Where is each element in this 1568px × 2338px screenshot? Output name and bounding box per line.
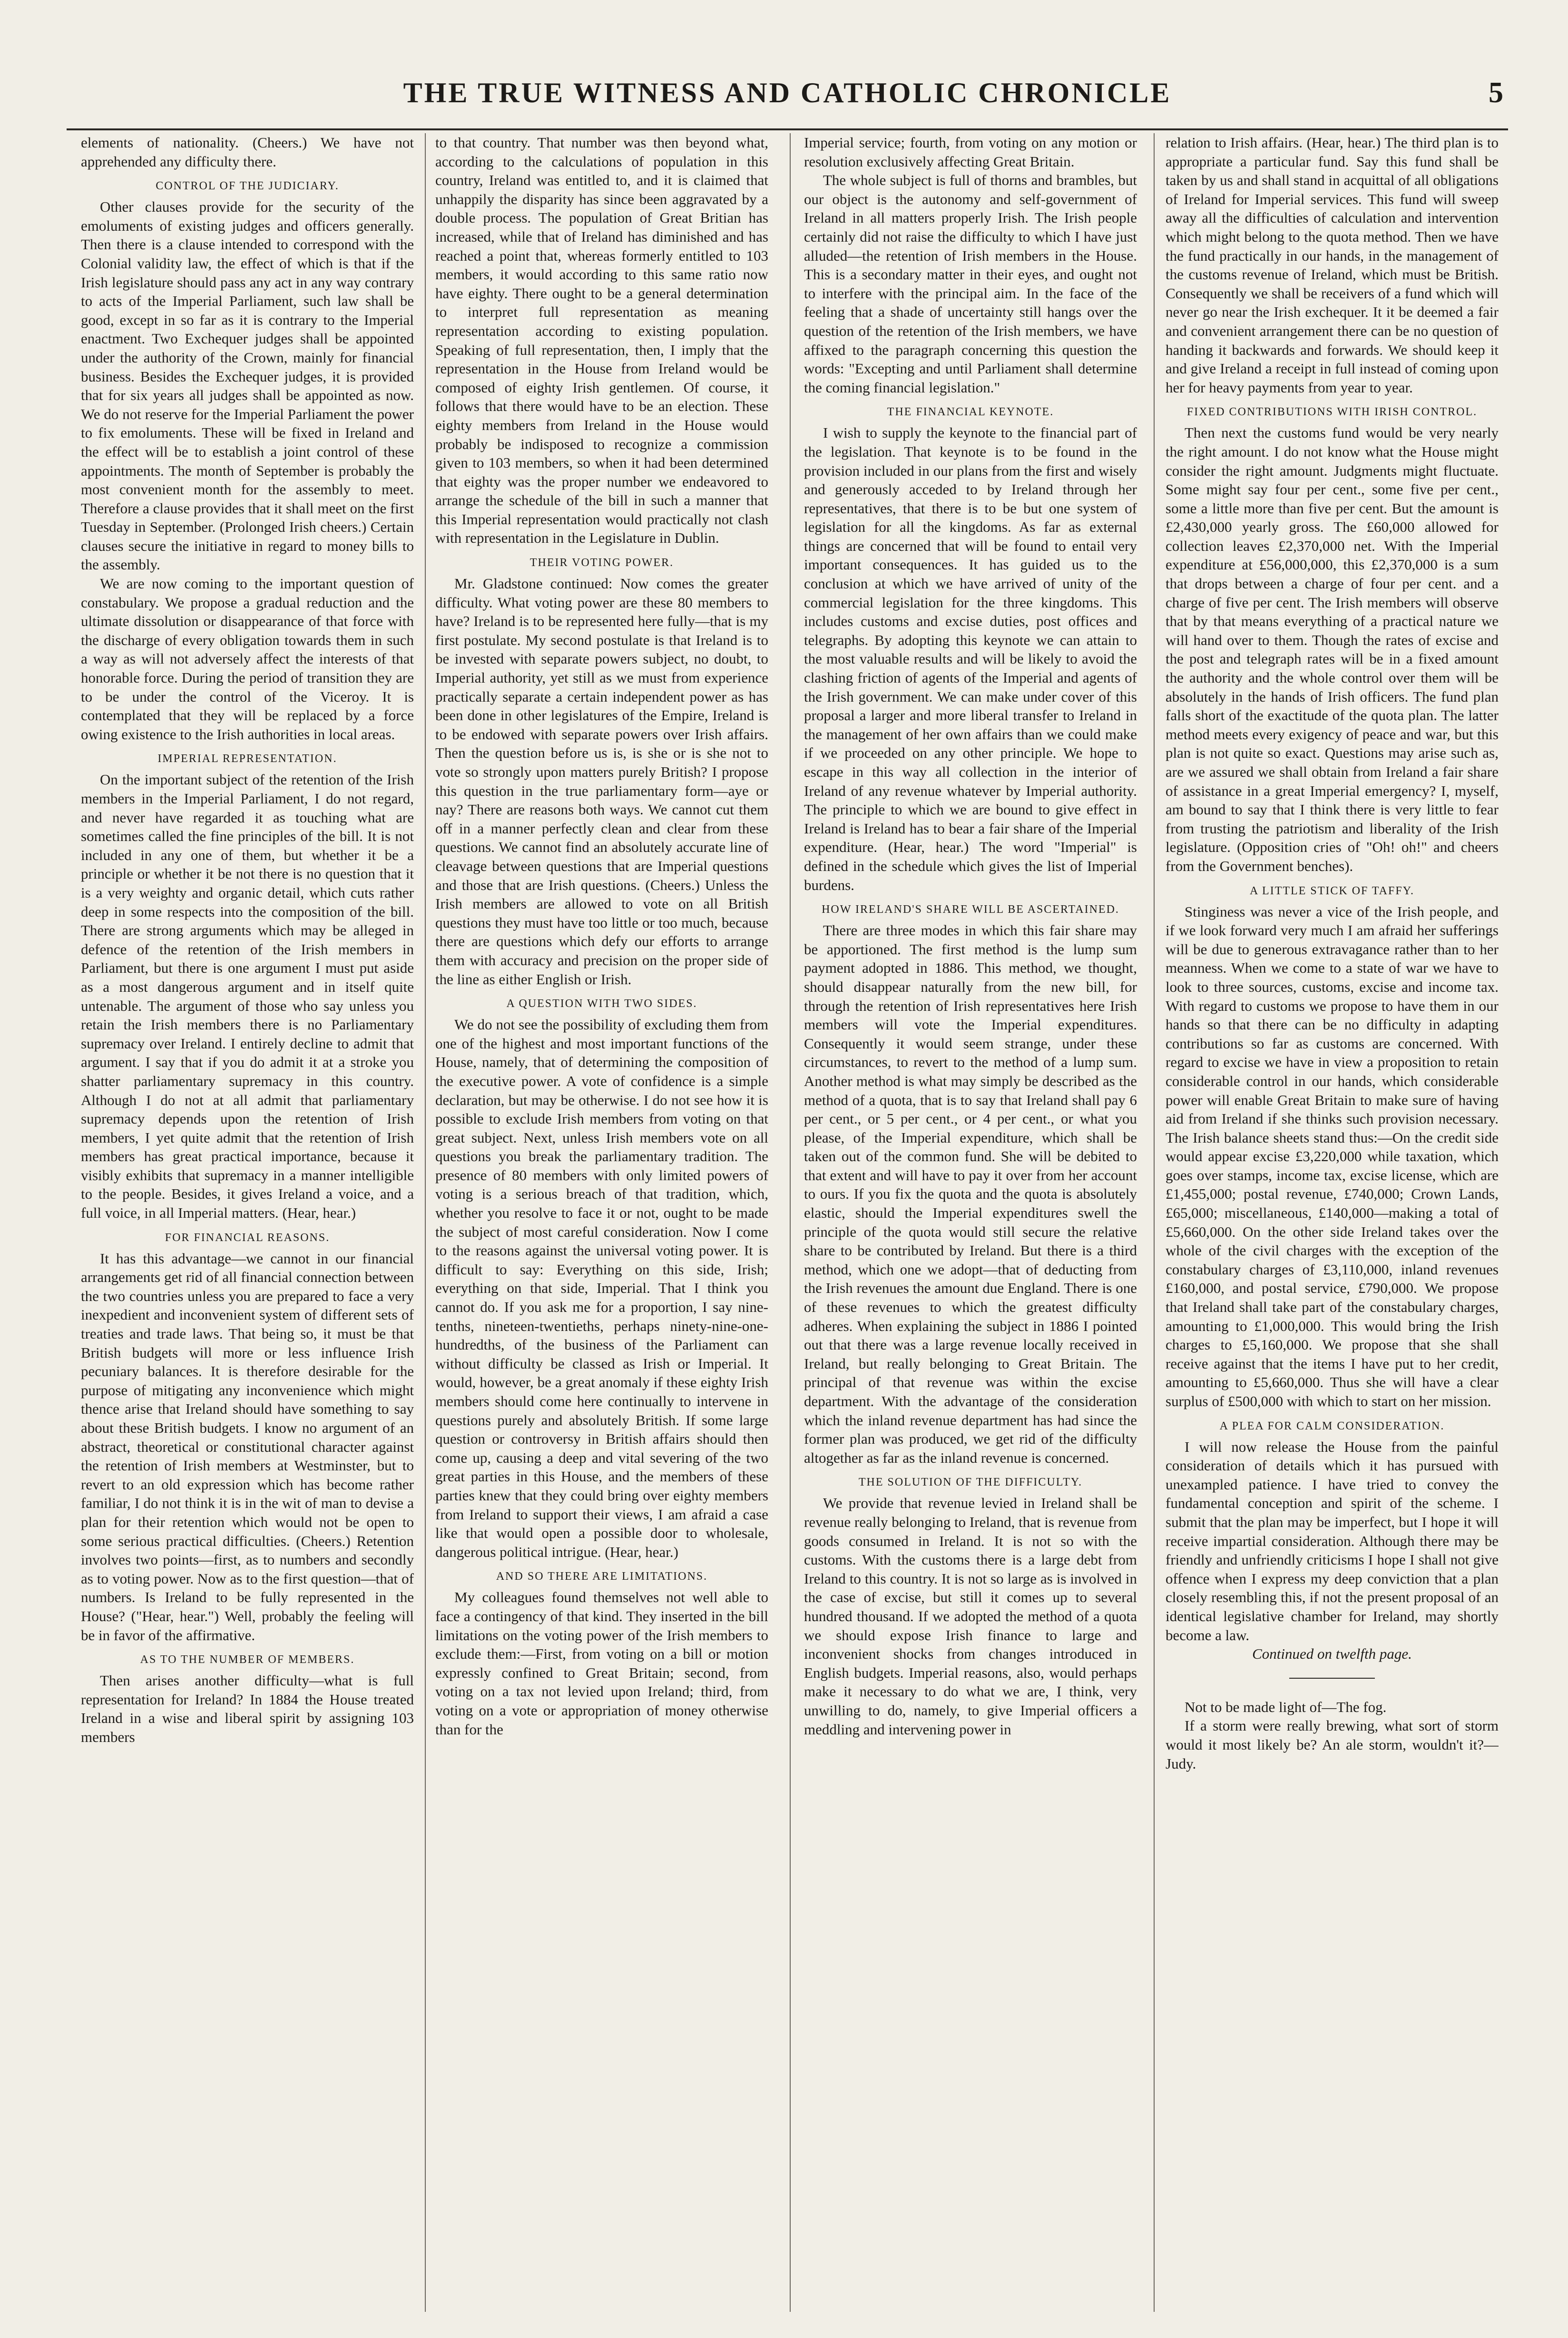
joke-paragraph: Not to be made light of—The fog. bbox=[1185, 1698, 1387, 1715]
paragraph: Imperial service; fourth, from voting on any motion or resolution exclusively affecting Great Britain. bbox=[804, 134, 1137, 170]
joke-paragraph: If a storm were really brewing, what sort of storm would it most likely be? An ale storm, wouldn't it?—Judy. bbox=[1166, 1717, 1499, 1772]
paragraph: It has this advantage—we cannot in our financial arrangements get rid of all financial connection between the two countries unless you are prepared to face a very inexpedient and inconvenient system of different sets of treaties and trade laws. That being so, it must be that British budgets will more or less influence Irish pecuniary balances. It is therefore desirable for the purpose of mitigating any inconvenience which might thence arise that Ireland should have something to say about these British budgets. I know no argument of an abstract, theoretical or constitutional character against the retention of Irish members at Westminster, but to revert to an old expression which has become rather familiar, I do not think it is in the wit of man to devise a plan for their retention which would not be open to some serious practical difficulties. (Cheers.) Retention involves two points—first, as to numbers and secondly as to voting power. Now as to the first question—that of numbers. Is Ireland to be fully represented in the House? ("Hear, hear.") Well, probably the feeling will be in favor of the affirmative. bbox=[81, 1250, 414, 1643]
page-number: 5 bbox=[1489, 77, 1503, 109]
subheading: AND SO THERE ARE LIMITATIONS. bbox=[496, 1570, 708, 1583]
paragraph: I will now release the House from the painful consideration of details which it has pursued with unexampled patience. I have tried to convey the fundamental conception and spirit of the scheme. I submit that the plan may be imperfect, but I hope it will receive impartial consideration. Although there may be friendly and unfriendly criticisms I hope I shall not give offence when I express my deep conviction that a plan closely resembling this, if not the present proposal of an identical legislative chamber for Ireland, may shortly become a law. bbox=[1166, 1438, 1499, 1643]
masthead bbox=[62, 71, 1513, 114]
header-rule bbox=[67, 128, 1508, 130]
paragraph: We do not see the possibility of excluding them from one of the highest and most important functions of the House, namely, that of determining the composition of the executive power. A vote of confidence is a simple declaration, but may be otherwise. I do not see how it is possible to exclude Irish members from voting on that great subject. Next, unless Irish members vote on all questions you break the parliamentary tradition. The presence of 80 members with only limited powers of voting is a serious breach of that tradition, which, whether you resolve to face it or not, ought to be made the subject of most careful consideration. Now I come to the reasons against the universal voting power. It is difficult to say: Everything on this side, Irish; everything on that side, Imperial. That I think you cannot do. If you ask me for a proportion, I say nine-tenths, nineteen-twentieths, perhaps ninety-nine-one-hundredths, of the business of the Parliament can without difficulty be classed as Irish or Imperial. It would, however, be a great anomaly if these eighty Irish members should come here continually to intervene in questions purely and absolutely British. If some large question or controversy in British affairs should then come up, causing a deep and vital severing of the two great parties in this House, and the members of these parties knew that they could bring over eighty members from Ireland to support their views, I am afraid a case like that would open a possible door to wholesale, dangerous political intrigue. (Hear, hear.) bbox=[435, 1016, 768, 1560]
paragraph: Mr. Gladstone continued: Now comes the greater difficulty. What voting power are these 80 members to have? Ireland is to be represented here fully—that is my first postulate. My second postulate is that Ireland is to be invested with separate powers subject, no doubt, to Imperial authority, yet still as we must from experience practically separate a certain independent power as has been done in other legislatures of the Empire, Ireland is to be endowed with separate powers over Irish affairs. Then the question before us is, is she or is she not to vote so strongly upon matters purely British? I propose this question in the true parliamentary form—aye or nay? There are reasons both ways. We cannot cut them off in a manner perfectly clean and clear from these questions. We cannot find an absolutely accurate line of cleavage between questions that are Imperial questions and those that are Irish questions. (Cheers.) Unless the Irish members are allowed to vote on all British questions they must have too little or too much, because there are questions which defy our efforts to arrange them with accuracy and precision on the proper side of the line as either English or Irish. bbox=[435, 575, 768, 988]
subheading: FIXED CONTRIBUTIONS WITH IRISH CONTROL. bbox=[1186, 406, 1478, 419]
paragraph: There are three modes in which this fair share may be apportioned. The first method is the lump sum payment adopted in 1886. This method, we thought, should disappear naturally from the new bill, for through the retention of Irish representatives here Irish members will vote the Imperial expenditures. Consequently it would seem strange, under these circumstances, to revert to the method of a lump sum. Another method is what may simply be described as the method of a quota, that is to say that Ireland shall pay 6 per cent., or 5 per cent., or 4 per cent., or what you please, of the Imperial expenditure, which shall be taken out of the common fund. She will be debited to that extent and will have to pay it over from her account to ours. If you fix the quota and the quota is absolutely elastic, should the Imperial expenditures swell the principle of the quota would still secure the relative share to be contributed by Ireland. But there is a third method, which one we adopt—that of deducting from the Irish revenues the amount due England. There is one of these revenues to which the greatest difficulty adheres. When explaining the subject in 1886 I pointed out that there was a large revenue locally received in Ireland, but really belonging to Great Britain. The principal of that revenue was within the excise department. With the advantage of the consideration which the inland revenue department has had since the former plan was produced, we get rid of the difficulty altogether as far as the inland revenue is concerned. bbox=[804, 922, 1137, 1466]
paragraph: We provide that revenue levied in Ireland shall be revenue really belonging to Ireland, that is revenue from goods consumed in Ireland. It is not so with the customs. With the customs there is a large debt from Ireland to this country. It is not so large as is involved in the case of excise, but still it comes up to several hundred thousand. If we adopted the method of a quota we should expose Irish finance to large and inconvenient shocks from changes introduced in English budgets. Imperial reasons, also, would perhaps make it necessary to do what we are, I think, very unwilling to do, namely, to give Imperial officers a meddling and intervening power in bbox=[804, 1495, 1137, 1738]
subheading: A LITTLE STICK OF TAFFY. bbox=[1250, 884, 1414, 897]
column-1 bbox=[81, 133, 414, 2312]
paragraph: Other clauses provide for the security of the emoluments of existing judges and officers generally. Then there is a clause intended to correspond with the Colonial validity law, the effect of which is that if the Irish legislature should pass any act in any way contrary to acts of the Imperial Parliament, such law shall be good, except in so far as it is contrary to the Imperial enactment. Two Exchequer judges shall be appointed under the authority of the Crown, mainly for financial business. Besides the Exchequer judges, it is provided that for six years all judges shall be appointed as now. We do not reserve for the Imperial Parliament the power to fix emoluments. These will be fixed in Ireland and the effect will be to establish a joint control of these appointments. The month of September is probably the most convenient month for the assembly to meet. Therefore a clause provides that it shall meet on the first Tuesday in September. (Prolonged Irish cheers.) Certain clauses secure the initiative in regard to money bills to the assembly. bbox=[81, 198, 414, 573]
subheading: CONTROL OF THE JUDICIARY. bbox=[156, 180, 339, 193]
column-divider bbox=[1154, 133, 1155, 2312]
subheading: IMPERIAL REPRESENTATION. bbox=[157, 753, 337, 765]
column-divider bbox=[790, 133, 791, 2312]
subheading: HOW IRELAND'S SHARE WILL BE ASCERTAINED. bbox=[822, 903, 1119, 916]
subheading: THE FINANCIAL KEYNOTE. bbox=[887, 406, 1054, 419]
paragraph: Stinginess was never a vice of the Irish people, and if we look forward very much I am afraid her sufferings will be due to generous extravagance rather than to her meanness. When we come to a state of war we have to look to three sources, customs, excise and income tax. With regard to customs we propose to have them in our hands so that there can be no difficulty in adapting contributions so far as customs are concerned. With regard to excise we have in view a proposition to retain considerable control in our hands, which considerable power will enable Great Britain to make sure of having aid from Ireland if she thinks such provision necessary. The Irish balance sheets stand thus:—On the credit side would appear excise £3,220,000 while taxation, which goes over stamps, income tax, excise license, which are £1,455,000; postal revenue, £740,000; Crown Lands, £65,000; miscellaneous, £140,000—making a total of £5,660,000. On the other side Ireland takes over the whole of the civil charges with the exception of the constabulary charges of £3,110,000, inland revenues £160,000, and postal service, £790,000. We propose that Ireland shall take part of the constabulary charges, amounting to £1,000,000. This would bring the Irish charges to £5,160,000. We propose that she shall receive against that the items I have put to her credit, amounting to £5,660,000. Thus she will have a clear surplus of £500,000 with which to start on her mission. bbox=[1166, 903, 1499, 1409]
subheading: FOR FINANCIAL REASONS. bbox=[165, 1231, 330, 1244]
column-4 bbox=[1166, 133, 1499, 2312]
continuation-note: Continued on twelfth page. bbox=[1252, 1645, 1412, 1663]
paragraph: relation to Irish affairs. (Hear, hear.) The third plan is to appropriate a particular fund. Say this fund shall be taken by us and shall stand in acquittal of all obligations of Ireland for Imperial services. This fund will sweep away all the difficulties of calculation and intervention which might belong to the quota method. Then we have the fund practically in our hands, in the management of the customs revenue of Ireland, which must be British. Consequently we shall be receivers of a fund which will never go near the Irish exchequer. It it be deemed a fair and convenient arrangement there can be no question of handing it backwards and forwards. We should keep it and give Ireland a receipt in full instead of coming upon her for heavy payments from year to year. bbox=[1166, 134, 1499, 396]
newspaper-title: THE TRUE WITNESS AND CATHOLIC CHRONICLE bbox=[403, 77, 1172, 108]
paragraph: We are now coming to the important question of constabulary. We propose a gradual reduction and the ultimate dissolution or disappearance of that force with the discharge of every obligation towards them in such a way as will not adversely affect the interests of that honorable force. During the period of transition they are to be under the control of the Viceroy. It is contemplated that they will be replaced by a force owing existence to the Irish authorities in local areas. bbox=[81, 575, 414, 743]
subheading: THEIR VOTING POWER. bbox=[529, 557, 674, 569]
column-divider bbox=[425, 133, 426, 2312]
paragraph: On the important subject of the retention of the Irish members in the Imperial Parliament, I do not regard, and never have regarded it as touching what are sometimes called the fine principles of the bill. It is not included in any one of them, but whether it be a principle or whether it be not there is no question that it is a very weighty and organic detail, which cuts rather deep in some respects into the composition of the bill. There are strong arguments which may be alleged in defence of the retention of the Irish members in Parliament, but there is one argument I must put aside as a most dangerous argument and in itself quite untenable. The argument of those who say unless you retain the Irish members there is no Parliamentary supremacy over Ireland. I entirely decline to admit that argument. I say that if you do admit it at a stroke you shatter parliamentary supremacy in this country. Although I do not at all admit that parliamentary supremacy depends upon the retention of Irish members, I yet quite admit that the retention of Irish members has great practical importance, because it visibly exhibits that supremacy in a manner intelligible to the people. Besides, it gives Ireland a voice, and a full voice, in all Imperial matters. (Hear, hear.) bbox=[81, 771, 414, 1222]
paragraph: to that country. That number was then beyond what, according to the calculations of population in this country, Ireland was entitled to, and it is claimed that unhappily the disparity has since been aggravated by a double process. The population of Great Britian has increased, while that of Ireland has diminished and has reached a point that, whereas formerly entitled to 103 members, it would according to this same ratio now have eighty. There ought to be a general determination to interpret full representation as meaning representation according to existing population. Speaking of full representation, then, I imply that the representation in the House from Ireland would be composed of eighty Irish gentlemen. Of course, it follows that there would have to be an election. These eighty members from Ireland in the House would probably be indisposed to recognize a commission given to 103 members, so when it had been determined that eighty was the proper number we endeavored to arrange the schedule of the bill in such a manner that this Imperial representation would practically not clash with representation in the Legislature in Dublin. bbox=[435, 134, 768, 547]
column-3 bbox=[804, 133, 1137, 2312]
paragraph: The whole subject is full of thorns and brambles, but our object is the autonomy and self-government of Ireland in all matters properly Irish. The Irish people certainly did not raise the difficulty to which I have just alluded—the retention of Irish members in the House. This is a secondary matter in their eyes, and ought not to interfere with the principal aim. In the face of the feeling that a shade of uncertainty still hangs over the question of the retention of the Irish members, we have affixed to the paragraph concerning this question the words: "Excepting and until Parliament shall determine the coming financial legislation." bbox=[804, 172, 1137, 396]
subheading: A PLEA FOR CALM CONSIDERATION. bbox=[1219, 1419, 1445, 1432]
paragraph: Then next the customs fund would be very nearly the right amount. I do not know what the House might consider the right amount. Judgments might fluctuate. Some might say four per cent., some five per cent., some a little more than five per cent. But the amount is £2,430,000 yearly gross. The £60,000 allowed for collection leaves £2,370,000 net. With the Imperial expenditure at £56,000,000, this £2,370,000 is a sum that drops between a charge of four per cent. and a charge of five per cent. The Irish members will observe that by that means everything of a practical nature we will hand over to them. Though the rates of excise and the post and telegraph rates will be in a fixed amount the authority and the whole control over them will be absolutely in the hands of Irish officers. The fund plan falls short of the exactitude of the quota plan. The latter method meets every exigency of peace and war, but this plan is not quite so exact. Questions may arise such as, are we assured we shall obtain from Ireland a fair share of assistance in a great Imperial emergency? I, myself, am bound to say that I think there is very little to fear from trusting the patriotism and liberality of the Irish legislature. (Opposition cries of "Oh! oh!" and cheers from the Government benches). bbox=[1166, 424, 1499, 874]
subheading: A QUESTION WITH TWO SIDES. bbox=[506, 998, 697, 1010]
subheading: AS TO THE NUMBER OF MEMBERS. bbox=[140, 1653, 355, 1666]
paragraph: I wish to supply the keynote to the financial part of the legislation. That keynote is to be found in the provision included in our plans from the first and wisely and generously acceded to by Ireland through her representatives, that there is to be but one system of legislation for all the kingdoms. As far as external things are concerned that will be found to entail very important consequences. It has guided us to the conclusion at which we have arrived of unity of the commercial legislation for the three kingdoms. This includes customs and excise duties, post offices and telegraphs. By adopting this keynote we can attain to the most valuable results and will be likely to avoid the clashing friction of agents of the Imperial and agents of the Irish government. We can make under cover of this proposal a larger and more liberal transfer to Ireland in the management of her own affairs than we could make if we proceeded on any other principle. We hope to escape in this way all collection in the interior of Ireland of any revenue whatever by Imperial authority. The principle to which we are bound to give effect in Ireland is Ireland has to bear a fair share of the Imperial expenditure. (Hear, hear.) The word "Imperial" is defined in the schedule which gives the list of Imperial burdens. bbox=[804, 424, 1137, 893]
subheading: THE SOLUTION OF THE DIFFICULTY. bbox=[858, 1476, 1083, 1489]
section-rule bbox=[1289, 1678, 1375, 1679]
paragraph: My colleagues found themselves not well able to face a contingency of that kind. They inserted in the bill limitations on the voting power of the Irish members to exclude them:—First, from voting on a bill or motion expressly confined to Great Britain; second, from voting on a tax not levied upon Ireland; third, from voting on a vote or appropriation of money otherwise than for the bbox=[435, 1589, 768, 1738]
paragraph: elements of nationality. (Cheers.) We have not apprehended any difficulty there. bbox=[81, 134, 414, 170]
paragraph: Then arises another difficulty—what is full representation for Ireland? In 1884 the House treated Ireland in a wise and liberal spirit by assigning 103 members bbox=[81, 1672, 414, 1745]
column-2 bbox=[435, 133, 768, 2312]
